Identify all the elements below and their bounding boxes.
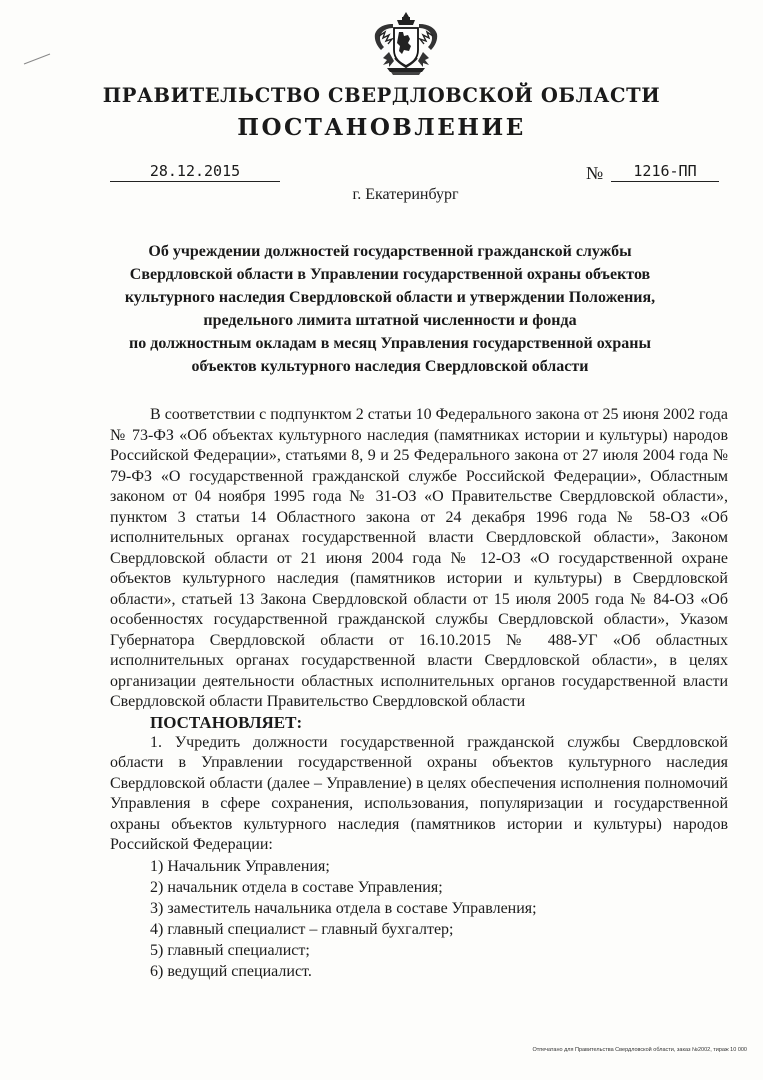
positions-list xyxy=(110,856,728,982)
heading-line: Свердловской области в Управлении государственной охраны объектов xyxy=(129,266,651,283)
heading-line: объектов культурного наследия Свердловской области xyxy=(191,358,589,375)
print-footer-note: Отпечатано для Правительства Свердловской области, заказ №2002, тираж 10 000 xyxy=(532,1047,747,1053)
document-date: 28.12.2015 xyxy=(110,162,280,182)
resolve-keyword: ПОСТАНОВЛЯЕТ: xyxy=(150,712,303,732)
government-title: ПРАВИТЕЛЬСТВО СВЕРДЛОВСКОЙ ОБЛАСТИ xyxy=(102,84,661,107)
item-1-paragraph: 1. Учредить должности государственной гражданской службы Свердловской области в Управлении государственной охраны объектов культурного наследия Свердловской области (далее – Управление) в целях обеспечения исполнения полномочий Управления в сфере сохранения, использования, популяризации и государственной охраны объектов культурного наследия (памятников истории и культуры) народов Российской Федерации: xyxy=(110,733,728,853)
heading-line: по должностным окладам в месяц Управления государственной охраны xyxy=(129,335,651,352)
document-type-title: ПОСТАНОВЛЕНИЕ xyxy=(237,114,526,141)
number-sign: № xyxy=(586,163,604,183)
list-item: 2) начальник отдела в составе Управления; xyxy=(150,878,443,896)
heading-line: предельного лимита штатной численности и фонда xyxy=(203,312,577,329)
document-number: 1216-ПП xyxy=(611,162,719,182)
stray-pen-mark xyxy=(22,52,52,66)
preamble-paragraph: В соответствии с подпунктом 2 статьи 10 Федерального закона от 25 июня 2002 года № 73-ФЗ «Об объектах культурного наследия (памятниках истории и культуры) народов Российской Федерации», статьями 8, 9 и 25 Федерального закона от 27 июля 2004 года № 79-ФЗ «О государственной гражданской службе Российской Федерации», Областным законом от 04 ноября 1995 года № 31-ОЗ «О Правительстве Свердловской области», пунктом 3 статьи 14 Областного закона от 24 декабря 1996 года № 58-ОЗ «Об исполнительных органах государственной власти Свердловской области», Законом Свердловской области от 21 июня 2004 года № 12-ОЗ «О государственной охране объектов культурного наследия (памятников истории и культуры) в Свердловской области», статьей 13 Закона Свердловской области от 15 июля 2005 года № 84-ОЗ «Об особенностях государственной гражданской службы Свердловской области», Указом Губернатора Свердловской области от 16.10.2015 № 488-УГ «Об областных исполнительных органах государственной власти Свердловской области», в целях организации деятельности областных исполнительных органов государственной власти Свердловской области Правительство Свердловской области xyxy=(110,406,728,710)
list-item: 6) ведущий специалист. xyxy=(150,962,312,980)
city-name: г. Екатеринбург xyxy=(352,186,459,203)
heading-line: Об учреждении должностей государственной гражданской службы xyxy=(148,243,632,260)
sverdlovsk-coat-of-arms-icon xyxy=(371,10,441,78)
list-item: 5) главный специалист; xyxy=(150,941,310,959)
list-item: 3) заместитель начальника отдела в составе Управления; xyxy=(150,899,537,917)
resolution-heading xyxy=(90,240,690,378)
list-item: 1) Начальник Управления; xyxy=(150,857,330,875)
list-item: 4) главный специалист – главный бухгалтер; xyxy=(150,920,454,938)
heading-line: культурного наследия Свердловской области и утверждении Положения, xyxy=(124,289,656,306)
document-body xyxy=(110,405,728,982)
